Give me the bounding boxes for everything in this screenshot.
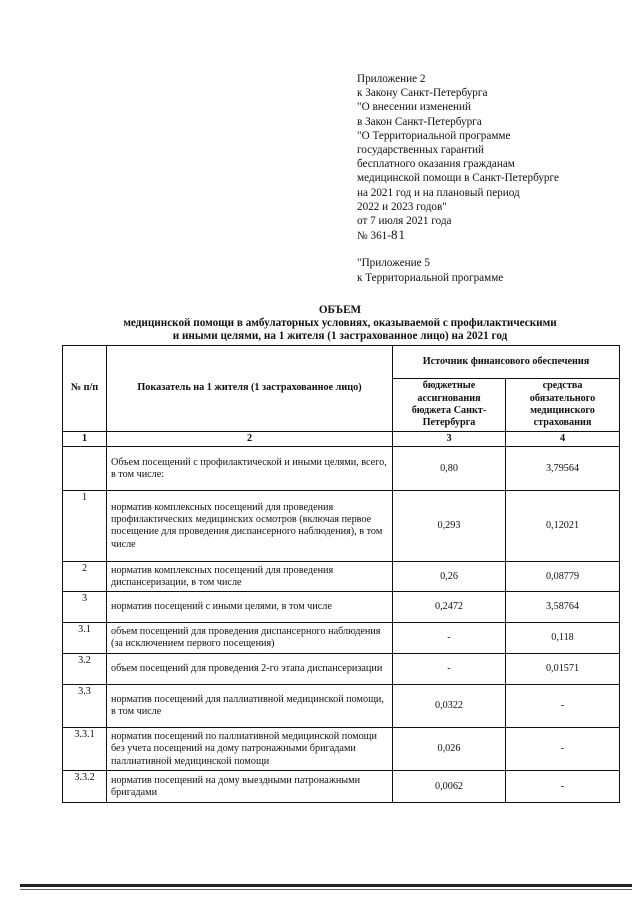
document-heading [60, 304, 620, 344]
row-budget: 0,2472 [393, 592, 506, 623]
attachment-line: от 7 июля 2021 года [357, 215, 452, 228]
row-indicator: норматив комплексных посещений для проведения профилактических медицинских осмотров (включая первое посещение для проведения диспансерного наблюдения), в том числе [107, 491, 393, 562]
page-bottom-rule-thin [20, 889, 632, 890]
row-budget: - [393, 654, 506, 685]
table-row [63, 592, 620, 623]
row-budget: 0,0062 [393, 771, 506, 803]
row-indicator: Объем посещений с профилактической и иными целями, всего, в том числе: [107, 447, 393, 491]
row-budget: 0,0322 [393, 685, 506, 728]
table-row [63, 685, 620, 728]
table-row [63, 623, 620, 654]
law-number-handwritten: 81 [390, 227, 406, 243]
row-num: 1 [63, 491, 107, 562]
law-number [357, 228, 627, 243]
row-oms: 0,12021 [506, 491, 620, 562]
row-oms: - [506, 771, 620, 803]
law-number-prefix: № 361- [357, 230, 391, 243]
header-source: Источник финансового обеспечения [393, 346, 620, 379]
attachment-line: государственных гарантий [357, 144, 485, 157]
row-indicator: объем посещений для проведения диспансерного наблюдения (за исключением первого посещения) [107, 623, 393, 654]
appendix-line: "Приложение 5 [357, 257, 431, 270]
row-oms: 0,118 [506, 623, 620, 654]
heading-subtitle: и иными целями, на 1 жителя (1 застрахованное лицо) на 2021 год [172, 330, 508, 343]
row-indicator: норматив посещений на дому выездными патронажными бригадами [107, 771, 393, 803]
row-num: 3 [63, 592, 107, 623]
table-row [63, 771, 620, 803]
row-num: 3.2 [63, 654, 107, 685]
attachment-line: Приложение 2 [357, 73, 426, 85]
row-oms: - [506, 728, 620, 771]
column-number: 4 [506, 432, 620, 447]
table-row [63, 491, 620, 562]
header-budget: бюджетные ассигнования бюджета Санкт-Петербурга [393, 379, 506, 432]
attachment-block [357, 72, 627, 285]
column-number: 2 [107, 432, 393, 447]
row-num: 3.3.1 [63, 728, 107, 771]
row-oms: 3,58764 [506, 592, 620, 623]
header-indicator: Показатель на 1 жителя (1 застрахованное лицо) [107, 346, 393, 432]
attachment-line: к Закону Санкт-Петербурга [357, 87, 488, 100]
row-num: 3.1 [63, 623, 107, 654]
row-num: 3.3 [63, 685, 107, 728]
row-oms: 0,01571 [506, 654, 620, 685]
header-num: № п/п [63, 346, 107, 432]
row-num: 2 [63, 562, 107, 592]
table-row [63, 728, 620, 771]
table-row [63, 654, 620, 685]
row-budget: 0,293 [393, 491, 506, 562]
column-number: 3 [393, 432, 506, 447]
column-number: 1 [63, 432, 107, 447]
row-indicator: объем посещений для проведения 2-го этапа диспансеризации [107, 654, 393, 685]
attachment-line: "О внесении изменений [357, 101, 471, 114]
row-indicator: норматив посещений с иными целями, в том числе [107, 592, 393, 623]
row-budget: 0,80 [393, 447, 506, 491]
attachment-line: медицинской помощи в Санкт-Петербурге [357, 172, 559, 185]
attachment-line: "О Территориальной программе [357, 129, 511, 142]
row-budget: 0,26 [393, 562, 506, 592]
row-oms: 3,79564 [506, 447, 620, 491]
header-oms: средства обязательного медицинского страхования [506, 379, 620, 432]
table-row [63, 447, 620, 491]
table-row [63, 562, 620, 592]
row-num [63, 447, 107, 491]
row-budget: 0,026 [393, 728, 506, 771]
row-oms: - [506, 685, 620, 728]
attachment-line: в Закон Санкт-Петербурга [357, 115, 482, 128]
row-indicator: норматив посещений по паллиативной медицинской помощи без учета посещений на дому патронажными бригадами паллиативной медицинской помощи [107, 728, 393, 771]
attachment-line: бесплатного оказания гражданам [357, 158, 515, 171]
row-oms: 0,08779 [506, 562, 620, 592]
attachment-line: 2022 и 2023 годов" [357, 200, 447, 213]
heading-title: ОБЪЕМ [318, 304, 362, 316]
page-bottom-rule [20, 884, 632, 887]
heading-subtitle: медицинской помощи в амбулаторных условиях, оказываемой с профилактическими [123, 317, 557, 330]
row-budget: - [393, 623, 506, 654]
appendix-line: к Территориальной программе [357, 271, 504, 284]
attachment-line: на 2021 год и на плановый период [357, 186, 520, 199]
row-indicator: норматив посещений для паллиативной медицинской помощи, в том числе [107, 685, 393, 728]
row-indicator: норматив комплексных посещений для проведения диспансеризации, в том числе [107, 562, 393, 592]
volume-table [62, 345, 620, 803]
row-num: 3.3.2 [63, 771, 107, 803]
